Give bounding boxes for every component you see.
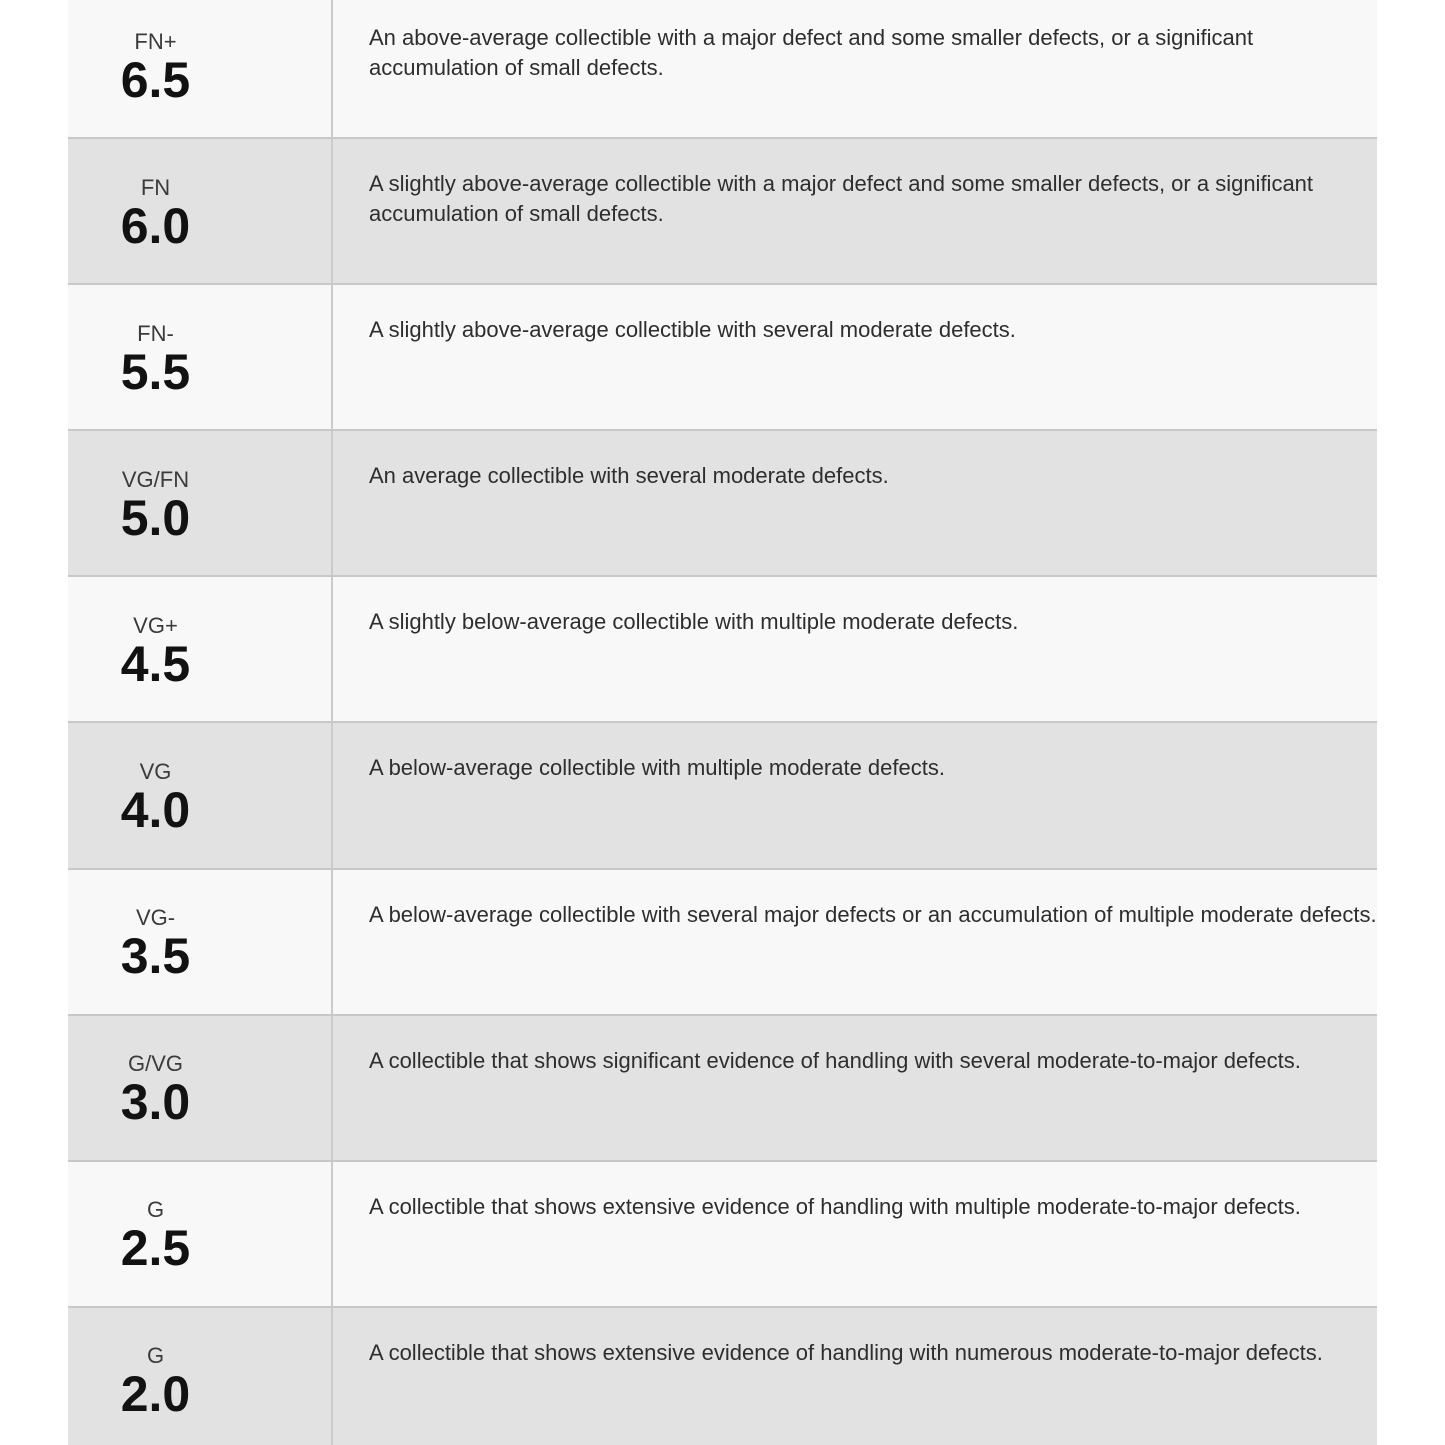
grade-label: G: [146, 1343, 165, 1369]
grade-description: A collectible that shows significant evidence of handling with several moderate-to-major defects.: [369, 1047, 1301, 1073]
grade-row: [68, 429, 1377, 575]
grade-cell: [68, 285, 333, 429]
grade-value: 4.5: [120, 635, 191, 692]
grade-row: [68, 1306, 1377, 1445]
grade-cell: [68, 723, 333, 867]
grade-cell: [68, 1308, 333, 1445]
grade-row: [68, 721, 1377, 867]
grade-value: 6.0: [120, 197, 191, 254]
grade-description: An average collectible with several moderate defects.: [369, 463, 889, 489]
grade-value: 6.5: [120, 51, 191, 108]
grade-cell: [68, 139, 333, 283]
grade-value: 3.5: [120, 928, 191, 985]
grade-label: FN-: [137, 320, 174, 346]
grade-description: A collectible that shows extensive evidence of handling with numerous moderate-to-major defects.: [369, 1339, 1323, 1365]
grade-cell: [68, 431, 333, 575]
grade-cell: [68, 577, 333, 721]
grade-label: VG: [139, 759, 172, 785]
grade-label: VG+: [133, 612, 178, 638]
grade-row: [68, 575, 1377, 721]
grade-label: FN: [140, 174, 171, 200]
grade-label: VG-: [135, 905, 176, 931]
grade-row: [68, 137, 1377, 283]
grade-value: 2.0: [120, 1366, 191, 1423]
grade-value: 5.5: [120, 343, 191, 400]
grade-description: A collectible that shows extensive evidence of handling with multiple moderate-to-major defects.: [369, 1193, 1301, 1219]
grade-value: 4.0: [120, 782, 191, 839]
grade-row: [68, 0, 1377, 137]
grade-cell: [68, 0, 333, 137]
grade-description: A below-average collectible with several major defects or an accumulation of multiple moderate defects.: [369, 901, 1377, 927]
grading-scale-table: [68, 0, 1377, 1445]
grade-description: A slightly below-average collectible with multiple moderate defects.: [369, 609, 1019, 635]
grade-value: 5.0: [120, 489, 191, 546]
grade-cell: [68, 870, 333, 1014]
grade-value: 2.5: [120, 1220, 191, 1277]
grade-description: An above-average collectible with a major defect and some smaller defects, or a significant accumulation of small defects.: [369, 25, 1254, 80]
grade-description: A slightly above-average collectible with a major defect and some smaller defects, or a significant accumulation of small defects.: [369, 171, 1314, 227]
grade-cell: [68, 1162, 333, 1306]
grade-row: [68, 1160, 1377, 1306]
grade-label: VG/FN: [121, 466, 190, 492]
grade-cell: [68, 1016, 333, 1160]
grade-description: A below-average collectible with multiple moderate defects.: [369, 755, 945, 781]
grade-value: 3.0: [120, 1074, 191, 1131]
grade-description: A slightly above-average collectible with several moderate defects.: [369, 317, 1016, 343]
grade-row: [68, 1014, 1377, 1160]
grade-row: [68, 868, 1377, 1014]
grade-row: [68, 283, 1377, 429]
grade-label: G: [146, 1197, 165, 1223]
grade-label: G/VG: [127, 1051, 183, 1077]
grade-label: FN+: [134, 28, 177, 54]
